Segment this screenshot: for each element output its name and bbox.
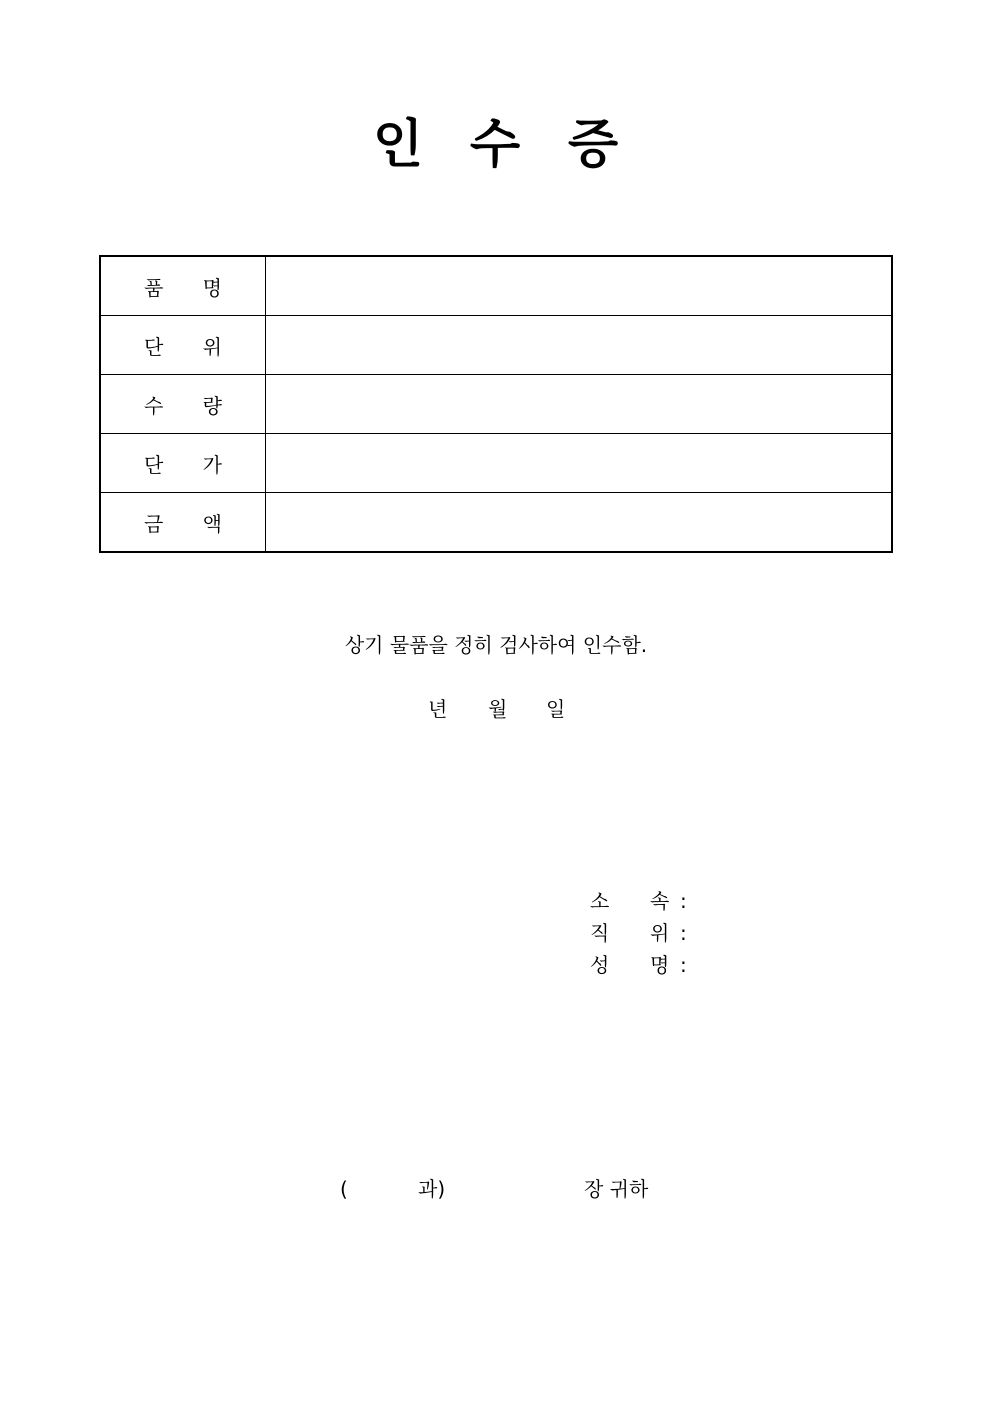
document-title — [0, 110, 992, 180]
title-char-3: 증 — [567, 115, 619, 175]
date-month: 월 — [488, 697, 508, 721]
date-year: 년 — [428, 697, 448, 721]
unit-field[interactable] — [266, 316, 893, 375]
table-row — [100, 256, 892, 316]
date-day: 일 — [546, 697, 566, 721]
row-label-amount: 금 액 — [100, 493, 266, 553]
row-label-unit: 단 위 — [100, 316, 266, 375]
table-row — [100, 316, 892, 375]
item-info-table — [99, 255, 893, 553]
addressee-closing: 장 귀하 — [584, 1177, 649, 1201]
title-char-1: 인 — [372, 115, 424, 175]
addressee-dept: 과) — [418, 1177, 446, 1201]
quantity-field[interactable] — [266, 375, 893, 434]
row-label-unit-price: 단 가 — [100, 434, 266, 493]
row-label-quantity: 수 량 — [100, 375, 266, 434]
table-row — [100, 493, 892, 553]
addressee-open-paren: ( — [340, 1177, 348, 1201]
unit-price-field[interactable] — [266, 434, 893, 493]
item-name-field[interactable] — [266, 256, 893, 316]
table-row — [100, 434, 892, 493]
title-char-2: 수 — [469, 115, 521, 175]
row-label-item-name: 품 명 — [100, 256, 266, 316]
amount-field[interactable] — [266, 493, 893, 553]
statement-text: 상기 물품을 정히 검사하여 인수함. — [344, 633, 648, 657]
table-row — [100, 375, 892, 434]
